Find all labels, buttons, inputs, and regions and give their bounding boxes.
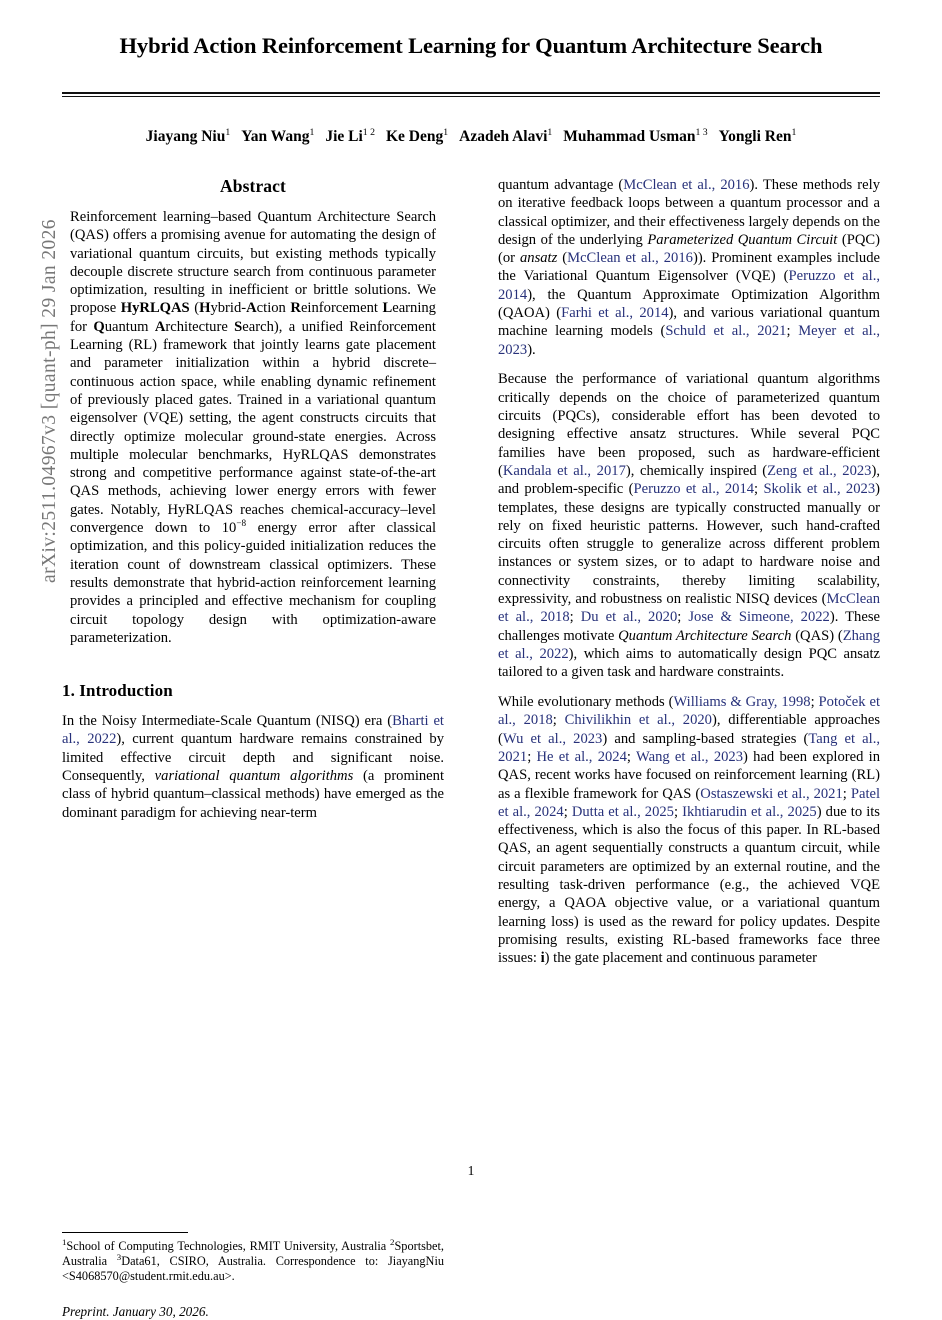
citation-link[interactable]: McClean et al., 2018 [498,591,880,626]
left-column [62,176,445,1320]
footnote-block [62,1232,444,1320]
author-affiliation-marker: 1 3 [695,126,708,138]
citation-link[interactable]: McClean et al., 2016 [623,177,750,193]
abstract-heading: Abstract [220,176,286,196]
author-name: Yan Wang$^1$ [241,126,315,145]
citation-link[interactable]: Schuld et al., 2021 [665,323,787,340]
citation-link[interactable]: Chivilikhin et al., 2020 [564,712,712,729]
citation-link[interactable]: Wang et al., 2023 [635,748,744,765]
author-affiliation-marker: 1 [225,126,231,138]
citation-link[interactable]: Williams & Gray, 1998 [673,694,811,711]
citation-link[interactable]: Ostaszewski et al., 2021 [700,785,843,802]
author-name: Yongli Ren$^1$ [718,126,797,145]
citation-link[interactable]: Dutta et al., 2025 [571,803,674,820]
author-affiliation-marker: 1 2 [362,126,375,138]
author-affiliation-marker: 1 [547,126,553,138]
author-affiliation-marker: 1 [309,126,315,138]
citation-link[interactable]: Jose & Simeone, 2022 [688,609,830,626]
right-paragraph-3: While evolutionary methods (Williams & Gray, 1998; Potoček et al., 2018; Chivilikhin et al., 2020), differentiable approaches (Wu et al., 2023) and sampling-based strategies (Tang et al., 2021; He et al., 2024; Wang et al., 2023) had been explored in QAS, recent works have focused on reinforcement learning (RL) as a flexible framework for QAS (Ostaszewski et al., 2021; Patel et al., 2024; Dutta et al., 2025; Ikhtiarudin et al., 2025) due to its effectiveness, which is also the focus of this paper. In RL-based QAS, an agent sequentially constructs a quantum circuit, while circuit parameters are optimized by an external routine, and the resulting task-driven performance (e.g., the achieved VQE energy, a QAOA objective value, or a variational quantum learning loss) is used as the reward for policy updates. Despite promising results, existing RL-based frameworks face three issues: i) the gate placement and continuous parameter [498,694,881,967]
author-name: Muhammad Usman$^{1 3}$ [563,126,708,145]
citation-link[interactable]: Peruzzo et al., 2014 [633,481,755,498]
page-number: 1 [467,1163,475,1178]
author-name: Ke Deng$^1$ [385,126,449,145]
section-heading-introduction: 1. Introduction [62,681,173,701]
abstract-text: Reinforcement learning–based Quantum Architecture Search (QAS) offers a promising avenue for automating the design of variational quantum circuits, but existing methods typically decouple discrete structure search from continuous parameter optimization, resulting in inefficient or brittle solutions. We propose HyRLQAS (Hybrid-Action Reinforcement Learning for Quantum Architecture Search), a unified Reinforcement Learning (RL) framework that jointly learns gate placement and parameter initialization within a hybrid discrete–continuous action space, while enabling dynamic refinement of previously placed gates. Trained in a variational quantum eigensolver (VQE) setting, the agent constructs circuits that directly optimize molecular ground-state energies. Across multiple molecular benchmarks, HyRLQAS demonstrates strong and competitive performance against state-of-the-art QAS methods, achieving lower energy errors with fewer gates. Notably, HyRLQAS reaches chemical-accuracy–level convergence down to $10^{-8}$ energy error after classical optimization, and this policy-guided initialization reduces the iteration count of downstream classical optimizers. These results demonstrate that hybrid-action reinforcement learning provides a principled and effective mechanism for coupling circuit topology design with optimization-aware parameterization. [70,209,436,646]
author-name: Jiayang Niu$^1$ [145,126,231,145]
author-affiliation-marker: 1 [791,126,797,138]
right-paragraph-1: quantum advantage (McClean et al., 2016). These methods rely on iterative feedback loops between a quantum processor and a classical optimizer, and their effectiveness largely depends on the design of the underlying Parameterized Quantum Circuit (PQC) (or ansatz (McClean et al., 2016)). Prominent examples include the Variational Quantum Eigensolver (VQE) (Peruzzo et al., 2014), the Quantum Approximate Optimization Algorithm (QAOA) (Farhi et al., 2014), and various variational quantum machine learning models (Schuld et al., 2021; Meyer et al., 2023). [498,177,881,358]
citation-link[interactable]: Patel et al., 2024 [498,785,881,820]
citation-link[interactable]: Kandala et al., 2017 [502,462,626,479]
two-column-body [62,176,881,1320]
citation-link[interactable]: Zeng et al., 2023 [767,462,872,479]
citation-link[interactable]: Farhi et al., 2014 [561,305,669,322]
citation-link[interactable]: Bharti et al., 2022 [62,713,444,748]
citation-link[interactable]: Ikhtiarudin et al., 2025 [682,803,817,820]
paper-page [62,0,881,1320]
right-column [498,176,880,979]
author-name: Azadeh Alavi$^1$ [459,126,553,145]
citation-link[interactable]: Wu et al., 2023 [502,730,603,747]
introduction-paragraph-1: In the Noisy Intermediate-Scale Quantum (NISQ) era (Bharti et al., 2022), current quantum hardware remains constrained by limited effective circuit depth and significant noise. Consequently, variational quantum algorithms (a prominent class of hybrid quantum–classical methods) have emerged as the dominant paradigm for achieving near-term [62,713,445,821]
citation-link[interactable]: Zhang et al., 2022 [498,627,880,662]
arxiv-stamp: arXiv:2511.04967v3 [quant-ph] 29 Jan 2026 [39,219,60,583]
citation-link[interactable]: Du et al., 2020 [580,609,678,626]
citation-link[interactable]: He et al., 2024 [536,748,627,765]
footnote-rule-divider [62,1232,188,1233]
preprint-notice: Preprint. January 30, 2026. [62,1304,209,1320]
citation-link[interactable]: Potoček et al., 2018 [498,694,880,729]
author-list [62,127,880,147]
page-title: Hybrid Action Reinforcement Learning for Quantum Architecture Search [119,33,823,58]
citation-link[interactable]: McClean et al., 2016 [567,250,693,267]
right-paragraph-2: Because the performance of variational quantum algorithms critically depends on the choice of parameterized quantum circuits (PQCs), considerable effort has been devoted to designing effective ansatz structures. While several PQC families have been proposed, such as hardware-efficient (Kandala et al., 2017), chemically inspired (Zeng et al., 2023), and problem-specific (Peruzzo et al., 2014; Skolik et al., 2023) templates, these designs are typically constructed manually or rely on fixed heuristic patterns. However, such hand-crafted circuits often struggle to generalize across different problem instances or system sizes, or to adapt to hardware noise and connectivity constraints, thereby limiting scalability, expressivity, and robustness on realistic NISQ devices (McClean et al., 2018; Du et al., 2020; Jose & Simeone, 2022). These challenges motivate Quantum Architecture Search (QAS) (Zhang et al., 2022), which aims to automatically design PQC ansatz tailored to a given task and hardware constraints. [498,371,880,681]
citation-link[interactable]: Meyer et al., 2023 [498,323,880,358]
citation-link[interactable]: Skolik et al., 2023 [763,481,876,498]
author-name: Jie $Li^{1 2}$ [325,126,375,145]
author-affiliation-marker: 1 [443,126,449,138]
citation-link[interactable]: Tang et al., 2021 [498,730,881,765]
title-rule-divider [62,92,880,97]
footnote-affiliations: $^1$School of Computing Technologies, RMIT University, Australia $^2$Sportsbet, Australia $^3$Data61, CSIRO, Australia. Correspondence to: JiayangNiu <S4068570@student.rmit.edu.au>. [62,1236,445,1284]
citation-link[interactable]: Peruzzo et al., 2014 [498,268,880,303]
